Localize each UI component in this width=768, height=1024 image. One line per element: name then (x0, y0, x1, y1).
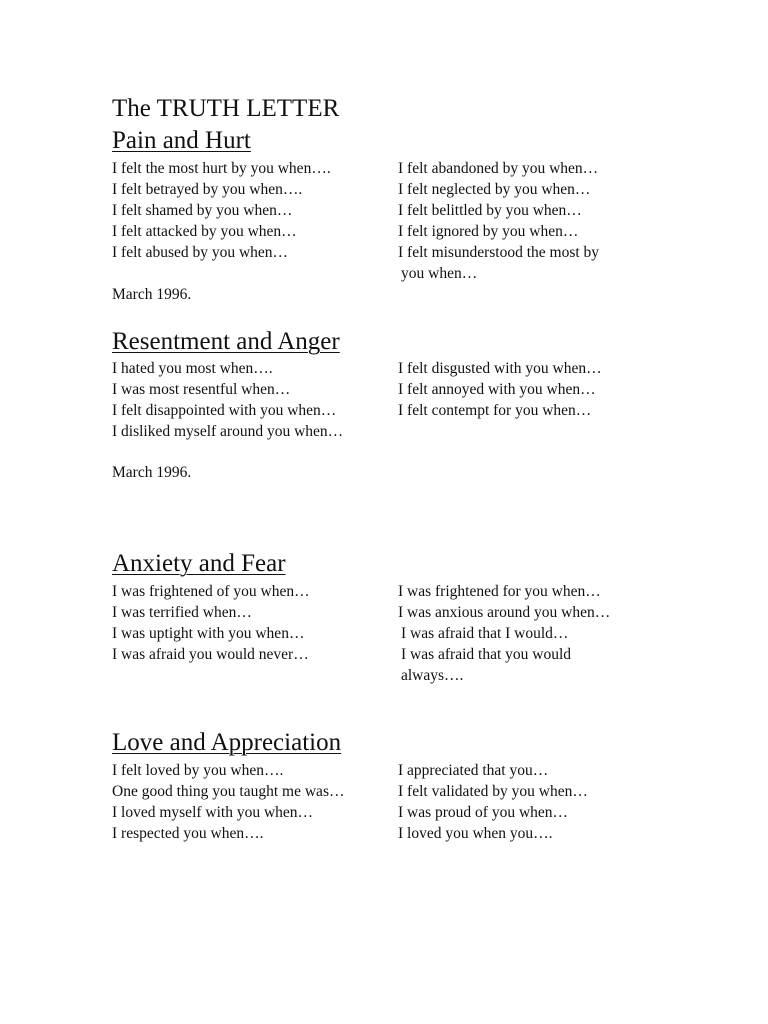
anxiety-and-fear-right-column (398, 581, 610, 686)
statement-line: I felt attacked by you when… (112, 223, 297, 240)
statement-line: I was anxious around you when… (398, 604, 611, 621)
statement-line: I disliked myself around you when… (112, 423, 344, 440)
statement-line: I was terrified when… (112, 604, 252, 621)
statement-line: I felt disappointed with you when… (112, 402, 337, 419)
statement-line: always…. (401, 667, 464, 684)
statement-line: I was uptight with you when… (112, 625, 305, 642)
section-heading-anxiety-and-fear: Anxiety and Fear (112, 550, 286, 577)
statement-line: I was afraid that I would… (401, 625, 569, 642)
statement-line: I respected you when…. (112, 825, 264, 842)
statement-line: I loved myself with you when… (112, 804, 314, 821)
resentment-and-anger-right-column (398, 358, 602, 421)
section-date: March 1996. (112, 286, 192, 303)
statement-line: I felt belittled by you when… (398, 202, 582, 219)
statement-line: I loved you when you…. (398, 825, 553, 842)
statement-line: I felt ignored by you when… (398, 223, 579, 240)
statement-line: One good thing you taught me was… (112, 783, 345, 800)
anxiety-and-fear-left-column (112, 581, 310, 665)
statement-line: you when… (401, 265, 478, 282)
statement-line: I felt neglected by you when… (398, 181, 591, 198)
statement-line: I was frightened of you when… (112, 583, 310, 600)
statement-line: I felt abused by you when… (112, 244, 289, 261)
statement-line: I felt loved by you when…. (112, 762, 284, 779)
section-date: March 1996. (112, 464, 192, 481)
statement-line: I felt validated by you when… (398, 783, 588, 800)
statement-line: I felt the most hurt by you when…. (112, 160, 331, 177)
love-and-appreciation-right-column (398, 760, 588, 844)
statement-line: I felt contempt for you when… (398, 402, 592, 419)
statement-line: I was afraid that you would (401, 646, 572, 663)
statement-line: I felt betrayed by you when…. (112, 181, 303, 198)
statement-line: I was frightened for you when… (398, 583, 601, 600)
statement-line: I appreciated that you… (398, 762, 549, 779)
section-heading-love-and-appreciation: Love and Appreciation (112, 729, 342, 756)
pain-and-hurt-left-column (112, 158, 331, 263)
pain-and-hurt-right-column (398, 158, 599, 284)
section-heading-pain-and-hurt: Pain and Hurt (112, 127, 251, 154)
love-and-appreciation-left-column (112, 760, 344, 844)
statement-line: I was afraid you would never… (112, 646, 309, 663)
statement-line: I was proud of you when… (398, 804, 569, 821)
resentment-and-anger-left-column (112, 358, 343, 442)
document-title: The TRUTH LETTER (112, 95, 340, 122)
statement-line: I felt abandoned by you when… (398, 160, 599, 177)
section-heading-resentment-and-anger: Resentment and Anger (112, 328, 340, 355)
statement-line: I hated you most when…. (112, 360, 273, 377)
statement-line: I felt shamed by you when… (112, 202, 293, 219)
statement-line: I felt misunderstood the most by (398, 244, 600, 261)
statement-line: I felt disgusted with you when… (398, 360, 602, 377)
statement-line: I was most resentful when… (112, 381, 291, 398)
statement-line: I felt annoyed with you when… (398, 381, 596, 398)
